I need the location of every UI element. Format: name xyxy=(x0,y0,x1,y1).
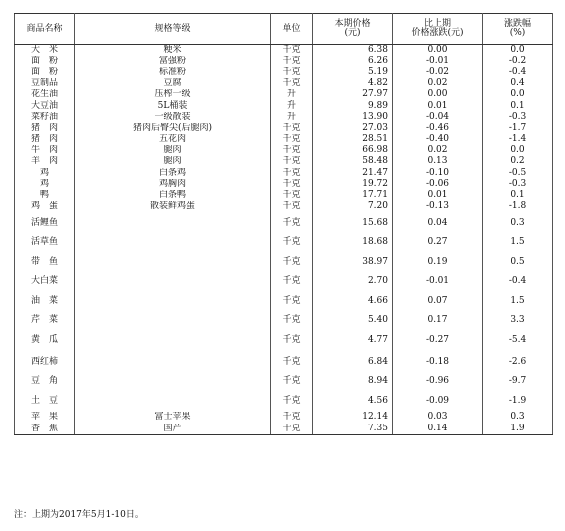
table-row xyxy=(15,424,553,435)
row-price: 5.40 xyxy=(313,312,393,329)
row-pct: -0.2 xyxy=(483,56,553,67)
table-row xyxy=(15,156,553,167)
row-spec xyxy=(75,290,271,312)
row-unit: 千克 xyxy=(271,201,313,212)
row-price: 6.26 xyxy=(313,56,393,67)
header-name: 商品名称 xyxy=(15,14,75,45)
row-spec: 腿肉 xyxy=(75,145,271,156)
row-spec xyxy=(75,273,271,290)
header-unit: 单位 xyxy=(271,14,313,45)
row-unit: 千克 xyxy=(271,329,313,351)
row-change: 0.00 xyxy=(393,45,483,56)
row-name: 牛 肉 xyxy=(15,145,75,156)
row-spec xyxy=(75,234,271,251)
row-name: 活鲤鱼 xyxy=(15,212,75,234)
row-pct: 0.2 xyxy=(483,156,553,167)
row-pct: -1.7 xyxy=(483,123,553,134)
table-row xyxy=(15,100,553,111)
row-unit: 千克 xyxy=(271,212,313,234)
row-spec xyxy=(75,390,271,412)
row-price: 4.82 xyxy=(313,78,393,89)
table-row xyxy=(15,168,553,179)
table-row xyxy=(15,312,553,329)
row-price: 15.68 xyxy=(313,212,393,234)
row-pct: -0.3 xyxy=(483,112,553,123)
row-change: 0.04 xyxy=(393,212,483,234)
row-change: 0.27 xyxy=(393,234,483,251)
row-unit: 千克 xyxy=(271,168,313,179)
price-table xyxy=(14,13,553,435)
row-spec: 散装鲜鸡蛋 xyxy=(75,201,271,212)
row-spec: 五花肉 xyxy=(75,134,271,145)
header-change: 比上期 价格涨跌(元) xyxy=(393,14,483,45)
row-pct: -9.7 xyxy=(483,373,553,390)
row-pct: -1.8 xyxy=(483,201,553,212)
row-name: 大白菜 xyxy=(15,273,75,290)
table-row xyxy=(15,212,553,234)
row-pct: 0.0 xyxy=(483,45,553,56)
row-pct: -0.3 xyxy=(483,179,553,190)
row-spec xyxy=(75,251,271,273)
row-change: -0.96 xyxy=(393,373,483,390)
row-price: 28.51 xyxy=(313,134,393,145)
row-price: 19.72 xyxy=(313,179,393,190)
row-spec: 白条鸡 xyxy=(75,168,271,179)
row-change: -0.18 xyxy=(393,351,483,373)
row-change: -0.46 xyxy=(393,123,483,134)
row-spec: 5L桶装 xyxy=(75,100,271,111)
row-spec: 一级散装 xyxy=(75,112,271,123)
row-name: 芹 菜 xyxy=(15,312,75,329)
row-unit: 升 xyxy=(271,89,313,100)
row-change: 0.19 xyxy=(393,251,483,273)
row-price: 38.97 xyxy=(313,251,393,273)
row-price: 6.84 xyxy=(313,351,393,373)
table-row xyxy=(15,273,553,290)
row-change: 0.02 xyxy=(393,145,483,156)
row-spec xyxy=(75,329,271,351)
row-pct: 3.3 xyxy=(483,312,553,329)
row-unit: 千克 xyxy=(271,45,313,56)
row-name: 带 鱼 xyxy=(15,251,75,273)
row-name: 活草鱼 xyxy=(15,234,75,251)
row-change: -0.40 xyxy=(393,134,483,145)
row-pct: -0.5 xyxy=(483,168,553,179)
row-spec xyxy=(75,351,271,373)
row-unit: 千克 xyxy=(271,123,313,134)
table-row xyxy=(15,145,553,156)
row-price: 8.94 xyxy=(313,373,393,390)
row-price: 9.89 xyxy=(313,100,393,111)
table-row xyxy=(15,45,553,56)
row-pct: 0.0 xyxy=(483,145,553,156)
row-price: 4.56 xyxy=(313,390,393,412)
row-unit: 千克 xyxy=(271,179,313,190)
row-unit: 千克 xyxy=(271,251,313,273)
row-change: -0.04 xyxy=(393,112,483,123)
row-name: 土 豆 xyxy=(15,390,75,412)
row-pct: 1.5 xyxy=(483,290,553,312)
row-change: 0.00 xyxy=(393,89,483,100)
row-unit: 千克 xyxy=(271,290,313,312)
row-price: 5.19 xyxy=(313,67,393,78)
row-change: 0.17 xyxy=(393,312,483,329)
table-row xyxy=(15,56,553,67)
header-spec: 规格等级 xyxy=(75,14,271,45)
row-name: 面 粉 xyxy=(15,56,75,67)
table-row xyxy=(15,412,553,423)
table-row xyxy=(15,179,553,190)
table-row xyxy=(15,251,553,273)
row-change: -0.01 xyxy=(393,56,483,67)
row-pct: -0.4 xyxy=(483,273,553,290)
row-spec: 豆腐 xyxy=(75,78,271,89)
row-pct: 0.3 xyxy=(483,212,553,234)
row-name: 豆 角 xyxy=(15,373,75,390)
table-row xyxy=(15,390,553,412)
header-price: 本期价格 (元) xyxy=(313,14,393,45)
row-spec: 压榨一级 xyxy=(75,89,271,100)
row-unit: 升 xyxy=(271,100,313,111)
table-row xyxy=(15,329,553,351)
table-row xyxy=(15,78,553,89)
row-price: 18.68 xyxy=(313,234,393,251)
row-spec: 腿肉 xyxy=(75,156,271,167)
row-pct: 1.9 xyxy=(483,424,553,435)
row-unit: 千克 xyxy=(271,56,313,67)
row-name: 菜籽油 xyxy=(15,112,75,123)
row-unit: 千克 xyxy=(271,156,313,167)
row-change: -0.10 xyxy=(393,168,483,179)
row-pct: 0.3 xyxy=(483,412,553,423)
table-row xyxy=(15,112,553,123)
row-spec: 富士苹果 xyxy=(75,412,271,423)
table-row xyxy=(15,351,553,373)
row-name: 猪 肉 xyxy=(15,123,75,134)
row-name: 猪 肉 xyxy=(15,134,75,145)
row-price: 7.20 xyxy=(313,201,393,212)
row-pct: 1.5 xyxy=(483,234,553,251)
row-pct: 0.4 xyxy=(483,78,553,89)
row-price: 13.90 xyxy=(313,112,393,123)
row-unit: 千克 xyxy=(271,424,313,435)
row-change: -0.06 xyxy=(393,179,483,190)
row-name: 鸭 xyxy=(15,190,75,201)
row-spec: 猪肉后臀尖(后腿肉) xyxy=(75,123,271,134)
row-name: 鸡 xyxy=(15,179,75,190)
row-spec xyxy=(75,312,271,329)
row-price: 27.03 xyxy=(313,123,393,134)
row-price: 66.98 xyxy=(313,145,393,156)
row-change: 0.02 xyxy=(393,78,483,89)
table-row xyxy=(15,290,553,312)
table-row xyxy=(15,190,553,201)
row-unit: 千克 xyxy=(271,234,313,251)
row-pct: -0.4 xyxy=(483,67,553,78)
row-unit: 千克 xyxy=(271,67,313,78)
row-name: 大豆油 xyxy=(15,100,75,111)
row-name: 苹 果 xyxy=(15,412,75,423)
row-pct: 0.1 xyxy=(483,190,553,201)
row-pct: 0.1 xyxy=(483,100,553,111)
row-unit: 千克 xyxy=(271,190,313,201)
row-unit: 千克 xyxy=(271,390,313,412)
table-row xyxy=(15,134,553,145)
row-pct: 0.5 xyxy=(483,251,553,273)
table-row xyxy=(15,67,553,78)
row-price: 21.47 xyxy=(313,168,393,179)
row-unit: 千克 xyxy=(271,145,313,156)
row-price: 4.77 xyxy=(313,329,393,351)
row-change: 0.14 xyxy=(393,424,483,435)
table-row xyxy=(15,201,553,212)
row-unit: 千克 xyxy=(271,412,313,423)
row-change: -0.27 xyxy=(393,329,483,351)
row-change: -0.13 xyxy=(393,201,483,212)
row-name: 鸡 xyxy=(15,168,75,179)
row-pct: -1.9 xyxy=(483,390,553,412)
row-unit: 升 xyxy=(271,112,313,123)
row-name: 黄 瓜 xyxy=(15,329,75,351)
row-spec: 白条鸭 xyxy=(75,190,271,201)
row-unit: 千克 xyxy=(271,134,313,145)
row-spec: 富强粉 xyxy=(75,56,271,67)
row-name: 香 蕉 xyxy=(15,424,75,435)
row-change: 0.01 xyxy=(393,100,483,111)
row-name: 豆制品 xyxy=(15,78,75,89)
row-change: -0.01 xyxy=(393,273,483,290)
row-pct: -5.4 xyxy=(483,329,553,351)
row-name: 西红柿 xyxy=(15,351,75,373)
table-row xyxy=(15,89,553,100)
row-change: 0.07 xyxy=(393,290,483,312)
row-name: 羊 肉 xyxy=(15,156,75,167)
row-spec: 国产 xyxy=(75,424,271,435)
table-row xyxy=(15,123,553,134)
row-spec xyxy=(75,373,271,390)
row-change: -0.09 xyxy=(393,390,483,412)
row-price: 6.38 xyxy=(313,45,393,56)
row-unit: 千克 xyxy=(271,351,313,373)
row-price: 17.71 xyxy=(313,190,393,201)
row-pct: 0.0 xyxy=(483,89,553,100)
row-unit: 千克 xyxy=(271,312,313,329)
row-name: 鸡 蛋 xyxy=(15,201,75,212)
row-name: 油 菜 xyxy=(15,290,75,312)
row-pct: -2.6 xyxy=(483,351,553,373)
table-row xyxy=(15,373,553,390)
row-price: 7.35 xyxy=(313,424,393,435)
row-spec xyxy=(75,212,271,234)
table-header-row xyxy=(15,14,553,45)
row-change: -0.02 xyxy=(393,67,483,78)
row-spec: 标准粉 xyxy=(75,67,271,78)
row-name: 花生油 xyxy=(15,89,75,100)
header-pct: 涨跌幅 (%) xyxy=(483,14,553,45)
row-unit: 千克 xyxy=(271,373,313,390)
row-spec: 鸡胸肉 xyxy=(75,179,271,190)
row-unit: 千克 xyxy=(271,78,313,89)
row-price: 4.66 xyxy=(313,290,393,312)
row-name: 面 粉 xyxy=(15,67,75,78)
row-change: 0.03 xyxy=(393,412,483,423)
row-price: 12.14 xyxy=(313,412,393,423)
row-price: 27.97 xyxy=(313,89,393,100)
row-spec: 粳米 xyxy=(75,45,271,56)
row-unit: 千克 xyxy=(271,273,313,290)
row-pct: -1.4 xyxy=(483,134,553,145)
row-price: 2.70 xyxy=(313,273,393,290)
footnote: 注：上期为2017年5月1-10日。 xyxy=(14,510,144,520)
row-price: 58.48 xyxy=(313,156,393,167)
row-change: 0.01 xyxy=(393,190,483,201)
row-change: 0.13 xyxy=(393,156,483,167)
row-name: 大 米 xyxy=(15,45,75,56)
table-row xyxy=(15,234,553,251)
